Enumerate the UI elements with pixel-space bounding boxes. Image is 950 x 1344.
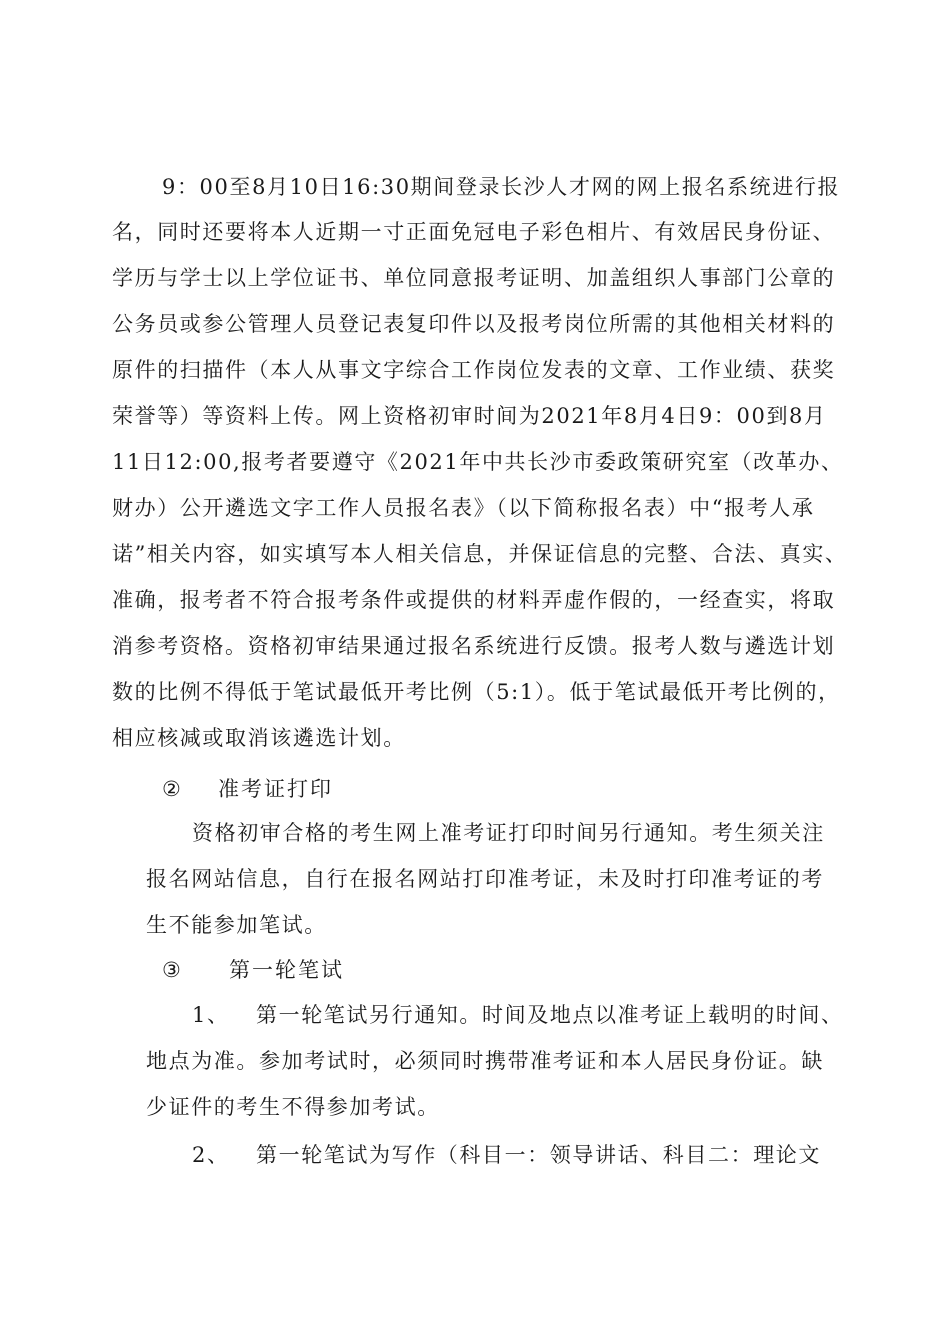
- text-line: 学历与学士以上学位证书、单位同意报考证明、加盖组织人事部门公章的: [112, 266, 836, 290]
- text-line: 生不能参加笔试。: [146, 913, 327, 937]
- section-title: 第一轮笔试: [229, 958, 344, 982]
- text-line: 荣誉等）等资料上传。网上资格初审时间为2021年8月4日9：00到8月: [112, 404, 827, 428]
- text-line: 诺”相关内容，如实填写本人相关信息，并保证信息的完整、合法、真实、: [112, 542, 848, 566]
- text-line: 准确，报考者不符合报考条件或提供的材料弄虚作假的，一经查实，将取: [112, 588, 836, 612]
- text-line: 相应核减或取消该遴选计划。: [112, 726, 406, 750]
- text-line: 公务员或参公管理人员登记表复印件以及报考岗位所需的其他相关材料的: [112, 312, 836, 336]
- section-number: ②: [162, 777, 183, 801]
- text-line: 消参考资格。资格初审结果通过报名系统进行反馈。报考人数与遴选计划: [112, 634, 836, 658]
- text-line: 少证件的考生不得参加考试。: [146, 1095, 440, 1119]
- text-line: 数的比例不得低于笔试最低开考比例（5:1）。低于笔试最低开考比例的，: [112, 680, 841, 704]
- text-line: 9：00至8月10日16:30期间登录长沙人才网的网上报名系统进行报: [162, 175, 841, 199]
- text-line: 资格初审合格的考生网上准考证打印时间另行通知。考生须关注: [192, 821, 825, 845]
- text-line: 地点为准。参加考试时，必须同时携带准考证和本人居民身份证。缺: [146, 1049, 824, 1073]
- text-line: 11日12:00,报考者要遵守《2021年中共长沙市委政策研究室（改革办、: [112, 450, 844, 474]
- text-line: 财办）公开遴选文字工作人员报名表》（以下简称报名表）中“报考人承: [112, 496, 815, 520]
- text-line: 名，同时还要将本人近期一寸正面免冠电子彩色相片、有效居民身份证、: [112, 220, 836, 244]
- text-line: 报名网站信息，自行在报名网站打印准考证，未及时打印准考证的考: [146, 867, 824, 891]
- text-line: 第一轮笔试另行通知。时间及地点以准考证上载明的时间、: [256, 1003, 844, 1027]
- text-line: 第一轮笔试为写作（科目一：领导讲话、科目二：理论文: [256, 1143, 821, 1167]
- section-title: 准考证打印: [218, 777, 333, 801]
- section-number: ③: [162, 958, 183, 982]
- text-line: 原件的扫描件（本人从事文字综合工作岗位发表的文章、工作业绩、获奖: [112, 358, 836, 382]
- item-number: 1、: [192, 1003, 230, 1027]
- item-number: 2、: [192, 1143, 230, 1167]
